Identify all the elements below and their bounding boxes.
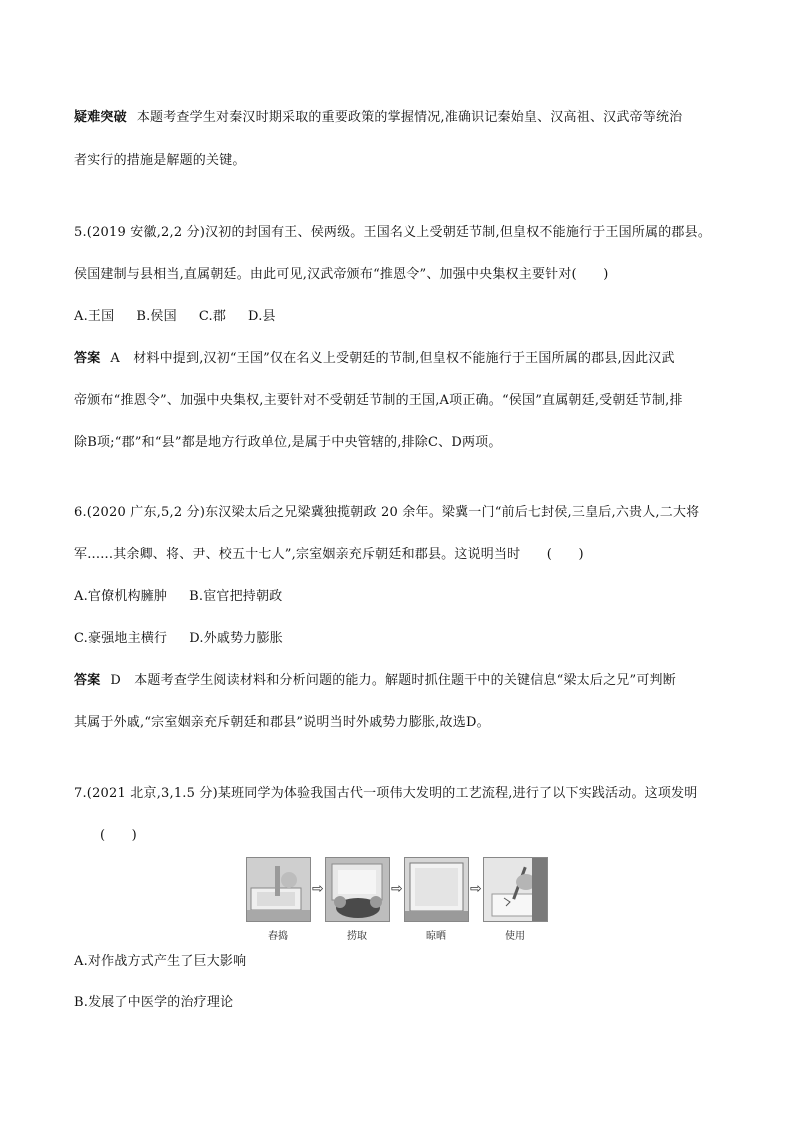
q5-answer-line-1 <box>74 351 675 367</box>
q6-option-c: C.豪强地主横行 <box>74 631 168 646</box>
q5-answer-line-3: 除B项;“郡”和“县”都是地方行政单位,是属于中央管辖的,排除C、D两项。 <box>74 435 502 450</box>
q7-option-a: A.对作战方式产生了巨大影响 <box>74 954 247 969</box>
process-figure <box>246 857 548 942</box>
q5-option-d: D.县 <box>248 309 276 324</box>
q6-answer-label: 答案 <box>74 673 101 688</box>
q6-answer-line-1 <box>74 673 676 689</box>
q5-option-b: B.侯国 <box>136 309 177 324</box>
q6-options-row-1 <box>74 589 282 605</box>
q7-option-b: B.发展了中医学的治疗理论 <box>74 995 234 1010</box>
q6-answer-text-1: D 本题考查学生阅读材料和分析问题的能力。解题时抓住题干中的关键信息“梁太后之兄”可判断 <box>110 673 676 688</box>
q6-options-row-2 <box>74 631 283 647</box>
prev-tip-line-2: 者实行的措施是解题的关键。 <box>74 153 246 168</box>
caption-drying: 晾晒 <box>426 931 446 942</box>
q6-stem-line-1: 6.(2020 广东,5,2 分)东汉梁太后之兄梁冀独揽朝政 20 余年。梁冀一门“前后七封侯,三皇后,六贵人,二大将 <box>74 505 700 520</box>
q6-stem-line-2: 军......其余卿、将、尹、校五十七人”,宗室姻亲充斥朝廷和郡县。这说明当时 ( ) <box>74 547 584 562</box>
arrow-icon-3: ⇨ <box>470 881 482 897</box>
caption-using: 使用 <box>505 931 525 942</box>
q6-option-b: B.宦官把持朝政 <box>189 589 283 604</box>
q7-stem-line-1: 7.(2021 北京,3,1.5 分)某班同学为体验我国古代一项伟大发明的工艺流程,进行了以下实践活动。这项发明 <box>74 786 698 801</box>
q5-option-c: C.郡 <box>198 309 227 324</box>
tip-text-1: 本题考查学生对秦汉时期采取的重要政策的掌握情况,准确识记秦始皇、汉高祖、汉武帝等统治 <box>136 110 683 125</box>
q6-answer-line-2: 其属于外戚,“宗室姻亲充斥朝廷和郡县”说明当时外戚势力膨胀,故选D。 <box>74 715 490 730</box>
photo-pounding <box>246 857 311 922</box>
q5-stem-line-2: 侯国建制与县相当,直属朝廷。由此可见,汉武帝颁布“推恩令”、加强中央集权主要针对( ) <box>74 267 609 282</box>
q5-stem-line-1: 5.(2019 安徽,2,2 分)汉初的封国有王、侯两级。王国名义上受朝廷节制,但皇权不能施行于王国所属的郡县。 <box>74 225 712 240</box>
q6-option-a: A.官僚机构臃肿 <box>74 589 168 604</box>
q7-stem-line-2: ( ) <box>100 828 137 843</box>
tip-label: 疑难突破 <box>74 110 127 125</box>
q5-answer-line-2: 帝颁布“推恩令”、加强中央集权,主要针对不受朝廷节制的王国,A项正确。“侯国”直属朝廷,受朝廷节制,排 <box>74 393 683 408</box>
q5-option-a: A.王国 <box>74 309 115 324</box>
caption-pounding: 舂捣 <box>268 931 288 942</box>
prev-tip-line-1 <box>74 110 682 126</box>
q5-options <box>74 309 276 325</box>
photo-using <box>483 857 548 922</box>
caption-scooping: 捞取 <box>347 931 367 942</box>
photo-drying <box>404 857 469 922</box>
photo-scooping <box>325 857 390 922</box>
arrow-icon-2: ⇨ <box>391 881 403 897</box>
q5-answer-text-1: A 材料中提到,汉初“王国”仅在名义上受朝廷的节制,但皇权不能施行于王国所属的郡县,因此汉武 <box>110 351 675 366</box>
arrow-icon-1: ⇨ <box>312 881 324 897</box>
q6-option-d: D.外戚势力膨胀 <box>189 631 283 646</box>
q5-answer-label: 答案 <box>74 351 101 366</box>
